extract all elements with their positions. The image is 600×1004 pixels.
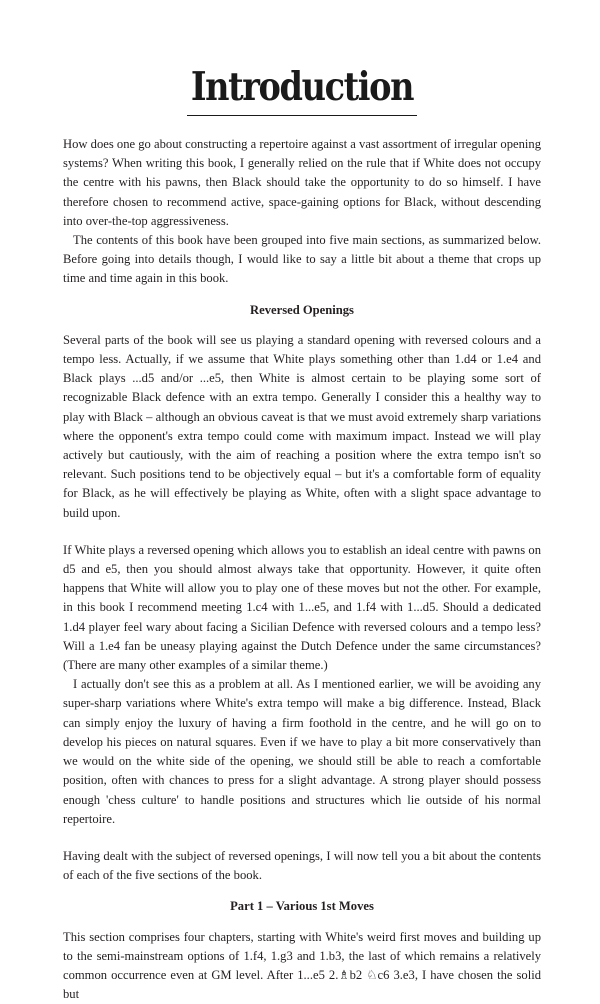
- paragraph: I actually don't see this as a problem at all. As I mentioned earlier, we will be avoiding any super-sharp variations where White's extra tempo will make a big difference. Instead, Black can simply enjoy the luxury of having a firm foothold in the centre, and he will go on to develop his pieces on natural squares. Even if we have to play a bit more conservatively than we would on the white side of the opening, we should still be able to reach a comfortable position, often with chances to press for a slight advantage. A strong player should possess enough 'chess culture' to handle positions and structures which lie outside of his normal repertoire.: [63, 677, 541, 826]
- paragraph: How does one go about constructing a repertoire against a vast assortment of irregular opening systems? When writing this book, I generally relied on the rule that if White does not occupy the centre with his pawns, then Black should take the opportunity to do so himself. I have therefore chosen to recommend active, space-gaining options for Black, without descending into over-the-top aggressiveness.: [63, 137, 541, 228]
- paragraph: This section comprises four chapters, starting with White's weird first moves and building up to the semi-mainstream options of 1.f4, 1.g3 and 1.b3, the last of which remains a relatively common occurrence even at GM level. After 1...e5 2.♗b2 ♘c6 3.e3, I have chosen the solid but: [63, 929, 541, 1002]
- page-title: Introduction: [190, 64, 414, 110]
- section-heading-part-1: Part 1 – Various 1st Moves: [230, 899, 374, 914]
- paragraph: Having dealt with the subject of reversed openings, I will now tell you a bit about the contents of each of the five sections of the book.: [63, 848, 541, 883]
- paragraph: If White plays a reversed opening which allows you to establish an ideal centre with pawns on d5 and e5, then you should almost always take that opportunity. However, it quite often happens that White will allow you to play one of these moves but not the other. For example, in this book I recommend meeting 1.c4 with 1...e5, and 1.f4 with 1...d5. Should a dedicated 1.d4 player feel wary about facing a Sicilian Defence with reversed colours and a tempo less? Will a 1.e4 fan be uneasy playing against the Dutch Defence under the same circumstances? (There are many other examples of a similar theme.): [63, 542, 541, 673]
- paragraph: Several parts of the book will see us playing a standard opening with reversed colours and a tempo less. Actually, if we assume that White plays something other than 1.d4 or 1.e4 and Black plays ...d5 and/or ...e5, then White is almost certain to be playing some sort of recognizable Black defence with an extra tempo. Generally I consider this a healthy way to play with Black – although an obvious caveat is that we must avoid extremely sharp variations where the opponent's extra tempo could come with maximum impact. Instead we will play actively but cautiously, with the aim of reaching a position where the extra tempo isn't so relevant. Such positions tend to be objectively equal – but it's a comfortable form of equality for Black, as he will effectively be playing as White, often with a slight space advantage to build upon.: [63, 332, 541, 520]
- paragraph: The contents of this book have been grouped into five main sections, as summarized below. Before going into details though, I would like to say a little bit about a theme that crops up time and time again in this book.: [63, 233, 541, 286]
- title-underline: [187, 115, 417, 116]
- section-heading-reversed-openings: Reversed Openings: [250, 302, 354, 317]
- body-text: [63, 135, 541, 1004]
